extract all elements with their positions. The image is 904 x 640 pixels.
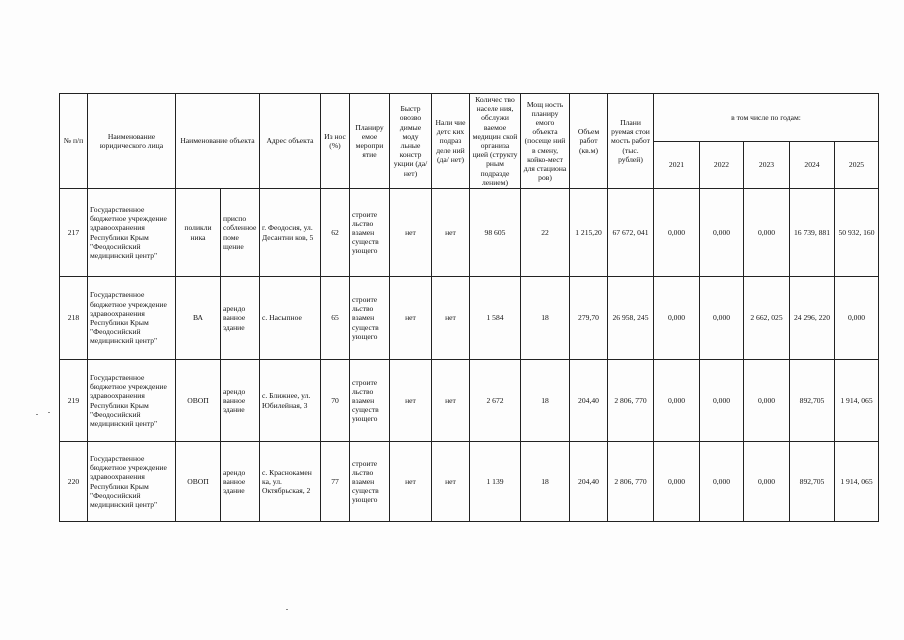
row-2024: 892,705 (790, 360, 835, 442)
row-cost: 67 672, 041 (608, 189, 654, 277)
row-2025: 0,000 (835, 277, 879, 360)
table-row (60, 277, 879, 360)
row-2023: 0,000 (744, 189, 790, 277)
row-object-kind: арендо ванное здание (221, 277, 260, 360)
scan-speck (286, 609, 288, 610)
row-action: строите льство взамен существ ующего (350, 189, 390, 277)
header-years-group: в том числе по годам: (654, 94, 879, 142)
row-prefab: нет (390, 189, 432, 277)
row-volume: 1 215,20 (570, 189, 608, 277)
row-legal-name: Государственное бюджетное учреждение здравоохранения Республики Крым "Феодосийский медицинский центр" (88, 360, 176, 442)
row-object-kind: арендо ванное здание (221, 360, 260, 442)
row-2024: 16 739, 881 (790, 189, 835, 277)
header-year-2025: 2025 (835, 141, 879, 189)
header-year-2024: 2024 (790, 141, 835, 189)
row-object-kind: арендо ванное здание (221, 442, 260, 522)
row-child: нет (432, 360, 470, 442)
table-row (60, 360, 879, 442)
row-address: г. Феодосия, ул. Десантни ков, 5 (260, 189, 321, 277)
header-cost: Плани руемая стои мость работ (тыс. рублей) (608, 94, 654, 189)
row-prefab: нет (390, 442, 432, 522)
row-2022: 0,000 (700, 189, 744, 277)
row-address: с. Ближнее, ул. Юбилейная, 3 (260, 360, 321, 442)
row-cost: 26 958, 245 (608, 277, 654, 360)
table-row (60, 189, 879, 277)
row-volume: 204,40 (570, 442, 608, 522)
header-legal-name: Наименование юридического лица (88, 94, 176, 189)
row-legal-name: Государственное бюджетное учреждение здравоохранения Республики Крым "Феодосийский медицинский центр" (88, 442, 176, 522)
row-2022: 0,000 (700, 277, 744, 360)
row-address: с. Насыпное (260, 277, 321, 360)
row-legal-name: Государственное бюджетное учреждение здравоохранения Республики Крым "Феодосийский медицинский центр" (88, 277, 176, 360)
row-volume: 204,40 (570, 360, 608, 442)
row-object-type: ОВОП (176, 442, 221, 522)
row-child: нет (432, 442, 470, 522)
row-prefab: нет (390, 360, 432, 442)
row-cost: 2 806, 770 (608, 360, 654, 442)
scan-speck (36, 414, 38, 415)
row-2023: 0,000 (744, 442, 790, 522)
row-population: 1 584 (470, 277, 521, 360)
row-2021: 0,000 (654, 360, 700, 442)
row-capacity: 18 (521, 360, 570, 442)
row-num: 220 (60, 442, 88, 522)
header-year-2022: 2022 (700, 141, 744, 189)
row-2025: 1 914, 065 (835, 360, 879, 442)
row-wear: 77 (321, 442, 350, 522)
row-2022: 0,000 (700, 360, 744, 442)
row-wear: 70 (321, 360, 350, 442)
row-2022: 0,000 (700, 442, 744, 522)
row-population: 2 672 (470, 360, 521, 442)
row-legal-name: Государственное бюджетное учреждение здравоохранения Республики Крым "Феодосийский медицинский центр" (88, 189, 176, 277)
row-2024: 892,705 (790, 442, 835, 522)
row-child: нет (432, 277, 470, 360)
header-population: Количес тво населе ния, обслужи ваемое медицин ской организа цией (структу рным подразде лением) (470, 94, 521, 189)
table-row (60, 442, 879, 522)
row-prefab: нет (390, 277, 432, 360)
row-object-kind: приспо собленное поме щение (221, 189, 260, 277)
row-population: 1 139 (470, 442, 521, 522)
row-address: с. Краснокамен ка, ул. Октябрьская, 2 (260, 442, 321, 522)
row-2021: 0,000 (654, 189, 700, 277)
row-object-type: ВА (176, 277, 221, 360)
row-2021: 0,000 (654, 277, 700, 360)
header-num: № п/п (60, 94, 88, 189)
header-wear: Из нос (%) (321, 94, 350, 189)
row-num: 219 (60, 360, 88, 442)
row-2025: 1 914, 065 (835, 442, 879, 522)
header-child-units: Нали чие детс ких подраз деле ний (да/ нет) (432, 94, 470, 189)
row-wear: 62 (321, 189, 350, 277)
header-year-2021: 2021 (654, 141, 700, 189)
row-capacity: 22 (521, 189, 570, 277)
row-2021: 0,000 (654, 442, 700, 522)
row-capacity: 18 (521, 277, 570, 360)
row-num: 217 (60, 189, 88, 277)
row-2025: 50 932, 160 (835, 189, 879, 277)
row-cost: 2 806, 770 (608, 442, 654, 522)
row-object-type: поликли ника (176, 189, 221, 277)
header-planned-action: Планиру емое меропри ятие (350, 94, 390, 189)
row-2023: 0,000 (744, 360, 790, 442)
row-capacity: 18 (521, 442, 570, 522)
row-volume: 279,70 (570, 277, 608, 360)
header-capacity: Мощ ность планиру емого объекта (посеще ний в смену, койко-мест для стациона ров) (521, 94, 570, 189)
row-2023: 2 662, 025 (744, 277, 790, 360)
row-child: нет (432, 189, 470, 277)
row-action: строите льство взамен существ ующего (350, 360, 390, 442)
row-wear: 65 (321, 277, 350, 360)
row-action: строите льство взамен существ ующего (350, 277, 390, 360)
row-object-type: ОВОП (176, 360, 221, 442)
header-prefab: Быстр овозво димые моду льные констр укции (да/ нет) (390, 94, 432, 189)
row-num: 218 (60, 277, 88, 360)
registry-table (59, 93, 879, 522)
header-address: Адрес объекта (260, 94, 321, 189)
header-year-2023: 2023 (744, 141, 790, 189)
row-2024: 24 296, 220 (790, 277, 835, 360)
scan-speck (48, 412, 50, 413)
header-object-name: Наименование объекта (176, 94, 260, 189)
row-action: строите льство взамен существ ующего (350, 442, 390, 522)
header-volume: Объем работ (кв.м) (570, 94, 608, 189)
row-population: 98 605 (470, 189, 521, 277)
